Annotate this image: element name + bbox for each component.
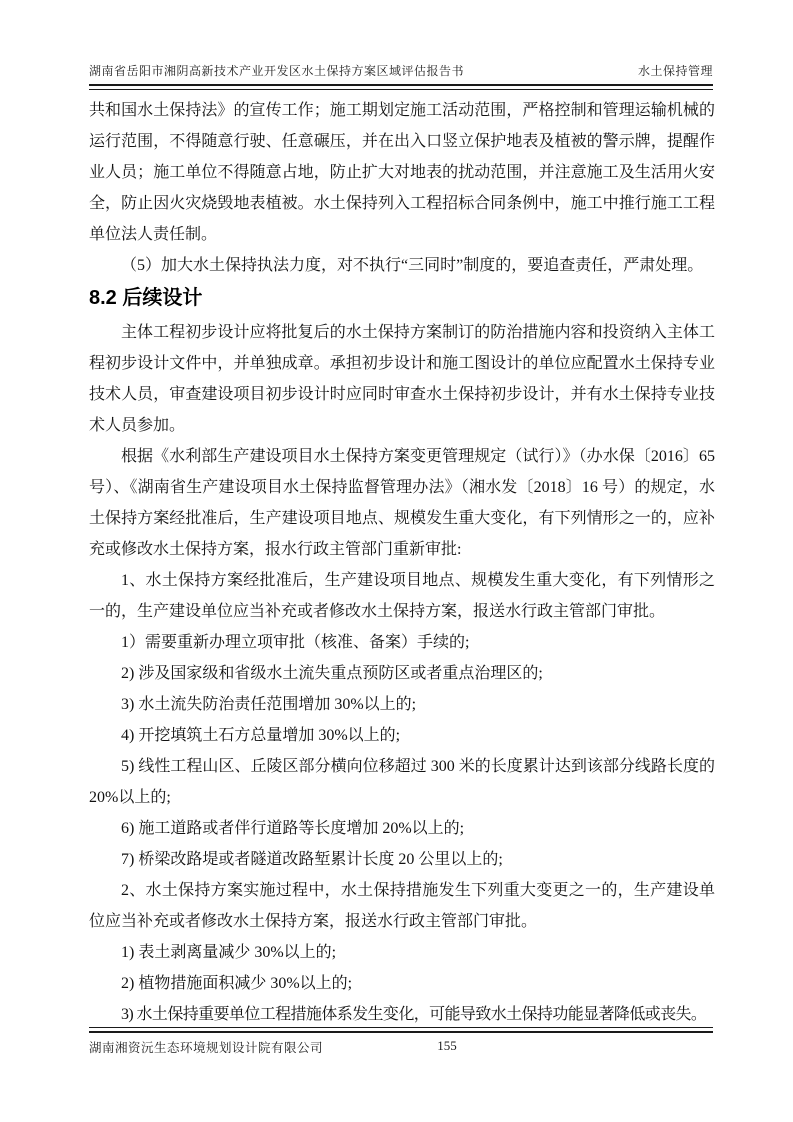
list-item: 3) 水土流失防治责任范围增加 30%以上的; [121, 696, 417, 713]
list-item: 5) 线性工程山区、丘陵区部分横向位移超过 300 米的长度累计达到该部分线路长度的20%以上的; [89, 758, 715, 806]
footer-divider [89, 1027, 713, 1033]
paragraph: （5）加大水土保持执法力度，对不执行“三同时”制度的，要追查责任，严肃处理。 [121, 257, 704, 274]
paragraph-continuation: 共和国水土保持法》的宣传工作；施工期划定施工活动范围，严格控制和管理运输机械的运行范围，不得随意行驶、任意碾压，并在出入口竖立保护地表及植被的警示牌，提醒作业人员；施工单位不得随意占地，防止扩大对地表的扰动范围，并注意施工及生活用火安全，防止因火灾烧毁地表植被。水土保持列入工程招标合同条例中，施工中推行施工工程单位法人责任制。 [89, 102, 715, 243]
list-item: 2) 涉及国家级和省级水土流失重点预防区或者重点治理区的; [121, 665, 543, 682]
header-chapter-title: 水土保持管理 [637, 64, 713, 78]
list-item: 4) 开挖填筑土石方总量增加 30%以上的; [121, 727, 401, 744]
page-number: 155 [437, 1038, 457, 1053]
list-item: 2) 植物措施面积减少 30%以上的; [121, 975, 353, 992]
header-report-title: 湖南省岳阳市湘阴高新技术产业开发区水土保持方案区域评估报告书 [89, 64, 465, 78]
paragraph: 根据《水利部生产建设项目水土保持方案变更管理规定（试行）》（办水保〔2016〕65 号）、《湖南省生产建设项目水土保持监督管理办法》（湘水发〔2018〕16 号）的规定，水土保持方案经批准后，生产建设项目地点、规模发生重大变化，有下列情形之一的，应补充或修改水土保持方案，报水行政主管部门重新审批: [89, 448, 715, 558]
page-footer [89, 1038, 713, 1058]
header-divider [89, 84, 713, 90]
list-item: 3) 水土保持重要单位工程措施体系发生变化，可能导致水土保持功能显著降低或丧失。 [121, 1006, 707, 1023]
list-item: 1）需要重新办理立项审批（核准、备案）手续的; [121, 634, 470, 651]
paragraph: 2、水土保持方案实施过程中，水土保持措施发生下列重大变更之一的，生产建设单位应当补充或者修改水土保持方案，报送水行政主管部门审批。 [89, 882, 715, 930]
document-body [89, 95, 715, 1030]
list-item: 7) 桥梁改路堤或者隧道改路堑累计长度 20 公里以上的; [121, 851, 503, 868]
list-item: 6) 施工道路或者伴行道路等长度增加 20%以上的; [121, 820, 465, 837]
section-heading: 8.2 后续设计 [89, 287, 203, 309]
footer-company-name: 湖南湘资沅生态环境规划设计院有限公司 [89, 1041, 324, 1055]
list-item: 1) 表土剥离量减少 30%以上的; [121, 944, 337, 961]
page-header [89, 62, 713, 79]
paragraph: 1、水土保持方案经批准后，生产建设项目地点、规模发生重大变化，有下列情形之一的，生产建设单位应当补充或者修改水土保持方案，报送水行政主管部门审批。 [89, 572, 715, 620]
paragraph: 主体工程初步设计应将批复后的水土保持方案制订的防治措施内容和投资纳入主体工程初步设计文件中，并单独成章。承担初步设计和施工图设计的单位应配置水土保持专业技术人员，审查建设项目初步设计时应同时审查水土保持初步设计，并有水土保持专业技术人员参加。 [89, 324, 715, 434]
